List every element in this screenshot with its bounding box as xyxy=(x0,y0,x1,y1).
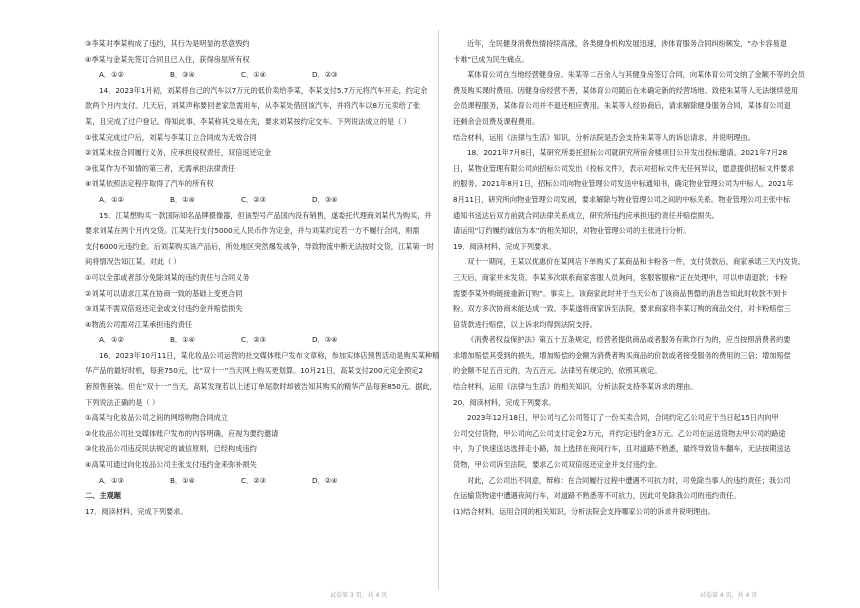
question-20-heading: 20．阅读材料，完成下列要求。 xyxy=(453,397,556,407)
option-line: ④季某与金某先签订合同且已入住，获得房屋所有权 xyxy=(85,54,250,64)
question-14-stem: 款两个月内支付。几天后，刘某声称要回老家急需用车，从李某处借回该汽车，并将汽车以8万元卖给了张 xyxy=(85,101,421,111)
option-line: ④高某可通过向化妆品公司主张支付违约金来弥补损失 xyxy=(85,460,257,470)
question-18-text: 8月11日，研究所向物业管理公司发函，要求解除与物业管理公司之间的中标关系。物业管理公司主张中标 xyxy=(453,194,791,204)
material-paragraph: 某体育公司在当地经营健身房。朱某等二百余人与其健身房签订合同，向某体育公司交纳了金额不等的会员 xyxy=(467,70,805,80)
right-column xyxy=(453,36,819,519)
question-20-text: 2023年12月18日，甲公司与乙公司签订了一份买卖合同，合同约定乙公司应于当日起15日内向甲 xyxy=(467,413,779,423)
option-line: ②化妆品公司社交媒体账户发布的内容明确，应视为要约邀请 xyxy=(85,428,279,438)
question-20-text: 对此，乙公司出不同意，辩称：在合同履行过程中遭遇不可抗力时，可免除当事人的违约责任；我公司 xyxy=(467,475,791,485)
question-15-stem: 间将情况告知江某。对此（ ） xyxy=(85,257,181,267)
question-19-text: 需要李某外购链接重新订购”。事实上，该商家此时并于当天公布了该商品售罄的消息告知此时收款不到卡 xyxy=(453,288,788,298)
question-15-stem: 支付6000元违约金。后刘某购买该产品后，所处地区突然爆发战争，导致物流中断无法按时交货，江某第一时 xyxy=(85,241,434,251)
option-line: ②刘某可以请求江某在协商一致的基础上变更合同 xyxy=(85,288,243,298)
option-line: ②刘某未按合同履行义务，应承担侵权责任，双倍返还定金 xyxy=(85,148,272,158)
question-18-text: 18．2021年7月8日，某研究所委托招标公司就研究所宿舍楼项目公开发出投标邀请。2021年7月28 xyxy=(467,148,788,158)
question-prompt: 请运用“订约履约诚信为本”的相关知识，对物业管理公司的主张进行分析。 xyxy=(453,226,691,236)
option-line: ③刘某不需双倍返还定金或支付违约金并赔偿损失 xyxy=(85,304,243,314)
question-20-text: 中，为了快速送达选择走小路，加上选择在夜间行车，且对道路不熟悉，最终导致货车翻车，无法按期送达 xyxy=(453,444,791,454)
option-line: ①张某完成过户后，刘某与李某订立合同成为无效合同 xyxy=(85,132,257,142)
option-line: ④物流公司需对江某承担违约责任 xyxy=(85,319,193,329)
question-19-heading: 19．阅读材料，完成下列要求。 xyxy=(453,241,556,251)
question-15-stem: 15．江某想购买一款国际知名品牌摄像器，但该型号产品国内没有销售，遂委托代理商刘某代为购买，并 xyxy=(99,210,432,220)
section-heading: 二、主观题 xyxy=(85,491,121,501)
question-20-text: 在运输货物途中遭遇夜间行车，对道路不熟悉等不可抗力，因此可免除我公司的违约责任。 xyxy=(453,491,741,501)
question-16-stem: 华产品的最好时机，每套750元，比“双十一”当天网上购买更划算。10月21日，高某支付200元定金预定2 xyxy=(85,366,424,376)
question-19-text: 双十一期间，王某以优惠价在某网店下单购买了某商品和卡粉各一件，支付货款后，商家承诺三天内发货。 xyxy=(467,257,805,267)
material-paragraph: 还剩余会员费及课程费用。 xyxy=(453,116,540,126)
law-excerpt: 《消费者权益保护法》第五十五条规定，经营者提供商品或者服务有欺诈行为的，应当按照消费者的要 xyxy=(467,335,791,345)
choice-row: A．①② B．①④ C．②③ D．③④ xyxy=(99,335,338,345)
law-excerpt: 的金额不足五百元的，为五百元。法律另有规定的，依照其规定。 xyxy=(453,366,662,376)
page-footer: 试卷第 3 页，共 4 页 xyxy=(330,592,388,599)
page-footer: 试卷第 4 页，共 4 页 xyxy=(700,592,758,599)
question-16-stem: 16．2023年10月11日，某化妆品公司运营的社交媒体账户发布文章称，参加实体店预售活动是购买某种精 xyxy=(99,350,440,360)
question-18-text: 日，某物业管理有限公司向招标公司发出《投标文件》，表示对招标文件无任何异议，愿意提供招标文件要求 xyxy=(453,163,795,173)
question-14-stem: 14．2023年1月初，刘某将自己的汽车以7万元的低价卖给李某，李某支付5.7万元将汽车开走，约定余 xyxy=(99,85,428,95)
question-19-text: 倍货款进行赔偿，以上诉求均得到法院支持。 xyxy=(453,319,597,329)
question-16-stem: 下列说法正确的是（ ） xyxy=(85,397,160,407)
law-excerpt: 求增加赔偿其受到的损失，增加赔偿的金额为消费者购买商品的价款或者接受服务的费用的三倍；增加赔偿 xyxy=(453,350,791,360)
material-paragraph: 卡难”已成为民生痛点。 xyxy=(453,54,529,64)
left-column xyxy=(85,36,451,519)
question-18-text: 的服务。2021年8月1日，招标公司向物业管理公司发送中标通知书，确定物业管理公司为中标人。2021年 xyxy=(453,179,794,189)
question-16-stem: 套预售套装。但在“双十一”当天，高某发现若以上述订单尾款时却被告知其购买的精华产品每套850元。据此， xyxy=(85,382,437,392)
material-paragraph: 费及购买课时费用。因健身房经营不善，某体育公司随后在未确定新的经营场地、致使朱某等人无法继续使用 xyxy=(453,85,799,95)
question-20-text: 公司交付货物，甲公司向乙公司支付定金2万元，并约定违约金3万元。乙公司在运送货物去甲公司的路途 xyxy=(453,428,786,438)
question-17-heading: 17．阅读材料，完成下列要求。 xyxy=(85,506,188,516)
question-18-text: 通知书送达后双方前就合同法律关系成立，研究所违约应承担违约责任并赔偿损失。 xyxy=(453,210,719,220)
question-20-text: 货物，甲公司诉至法院，要求乙公司双倍返还定金并支付违约金。 xyxy=(453,460,662,470)
choice-row: A．①② B．③④ C．①④ D．②③ xyxy=(99,70,338,80)
question-15-stem: 要求刘某在两个月内交货。江某先行支付5000元人民币作为定金，并与刘某约定若一方不履行合同，则需 xyxy=(85,226,420,236)
material-paragraph: 近年，全民健身消费热情持续高涨，各类健身机构发展迅速，涉体育服务合同纠纷频发，“办卡容易退 xyxy=(467,39,787,48)
question-19-text: 粉。双方多次协商未能达成一致。李某遂将商家诉至法院，要求商家将李某订购的商品交付，对卡粉赔偿三 xyxy=(453,304,791,314)
option-line: ③李某对季某构成了违约，其行为是明显的恶意毁约 xyxy=(85,39,250,48)
question-19-text: 三天后，商家并未发货。李某多次联系商家客服人员询问，客服客服称“正在处理中，可以申请退款；卡粉 xyxy=(453,272,788,282)
option-line: ①高某与化妆品公司之间的网络购物合同成立 xyxy=(85,413,229,423)
option-line: ③化妆品公司违反民法规定的诚信原则，已经构成违约 xyxy=(85,444,257,454)
option-line: ③张某作为不知情的第三者，无需承担法律责任 xyxy=(85,163,236,173)
question-14-stem: 某，且完成了过户登记。得知此事，李某称其交易在先，要求刘某按约定交车。下列说法成立的是（ ） xyxy=(85,116,411,126)
question-prompt: (1)结合材料，运用合同的相关知识，分析法院会支持哪家公司的诉求并说明理由。 xyxy=(453,506,715,516)
question-prompt: 结合材料，运用《法律与生活》知识，分析法院是否会支持朱某等人的诉讼请求，并说明理由。 xyxy=(453,132,755,142)
option-line: ④刘某依照法定程序取得了汽车的所有权 xyxy=(85,179,214,189)
question-prompt: 结合材料，运用《法律与生活》的相关知识，分析法院支持李某诉求的理由。 xyxy=(453,382,698,392)
choice-row: A．①② B．①④ C．②③ D．③④ xyxy=(99,194,338,204)
choice-row: A．①③ B．①④ C．②③ D．②④ xyxy=(99,475,338,485)
material-paragraph: 会员课程服务，某体育公司并不退还相应费用。朱某等人经协商后，请求解除健身服务合同，某体育公司退 xyxy=(453,101,791,111)
option-line: ①可以全部或者部分免除刘某的违约责任与合同义务 xyxy=(85,272,250,282)
